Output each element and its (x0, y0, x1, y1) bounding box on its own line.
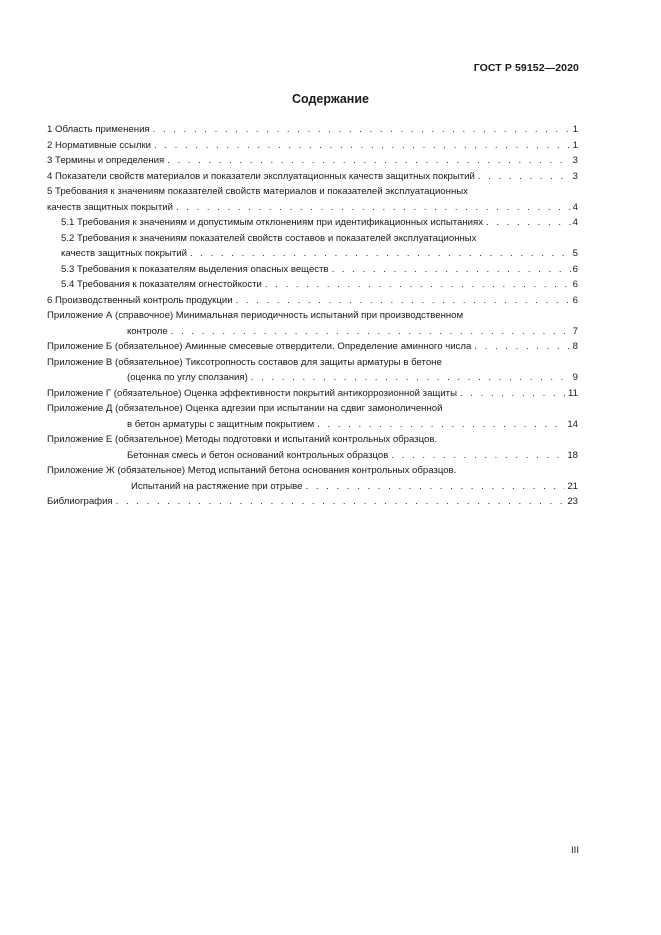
toc-leader (236, 293, 571, 309)
toc-page-number: 23 (567, 496, 578, 507)
toc-entry-text: Приложение Б (обязательное) Аминные смесевые отвердители. Определение аминного числа (47, 341, 472, 352)
toc-page-number: 6 (572, 294, 578, 306)
toc-entry-appendix-g[interactable] (47, 386, 578, 402)
toc-entry-appendix-v[interactable] (47, 355, 578, 386)
toc-leader (332, 262, 571, 278)
toc-page-number: 7 (572, 325, 578, 337)
toc-page-number: 6 (572, 279, 578, 290)
toc-entry-appendix-zh[interactable] (47, 463, 578, 494)
toc-entry-appendix-e[interactable] (47, 432, 578, 463)
toc-entry-appendix-d[interactable] (47, 401, 578, 432)
toc-entry-text-line1: 5.2 Требования к значениям показателей свойств составов и показателей эксплуатационных (61, 232, 477, 244)
document-standard-number: ГОСТ Р 59152—2020 (473, 62, 579, 74)
table-of-contents (47, 122, 578, 510)
toc-leader (171, 324, 571, 340)
toc-entry-2[interactable] (47, 138, 578, 154)
toc-page-number: 4 (572, 217, 578, 228)
toc-entry-text: (оценка по углу сползания) (127, 372, 248, 383)
toc-entry-5-4[interactable] (47, 277, 578, 293)
toc-entry-text: 5.1 Требования к значениям и допустимым отклонениям при идентификационных испытаниях (61, 217, 484, 228)
toc-leader (486, 215, 571, 231)
toc-page-number: 5 (572, 248, 578, 259)
toc-leader (460, 386, 566, 402)
toc-leader (265, 277, 571, 293)
toc-entry-text: 1 Область применения (47, 124, 150, 135)
toc-page-number: 18 (567, 449, 578, 461)
toc-entry-bibliography[interactable] (47, 494, 578, 510)
toc-page-number: 11 (568, 387, 578, 399)
toc-entry-5-2[interactable] (47, 231, 578, 262)
toc-entry-6[interactable] (47, 293, 578, 309)
toc-entry-text-line1: Приложение А (справочное) Минимальная периодичность испытаний при производственном (47, 310, 464, 321)
toc-entry-5[interactable] (47, 184, 578, 215)
toc-entry-text: 5.3 Требования к показателям выделения опасных веществ (61, 263, 329, 275)
toc-entry-text: качеств защитных покрытий (47, 201, 173, 213)
toc-entry-text: Приложение Г (обязательное) Оценка эффективности покрытий антикоррозионной защиты (47, 387, 457, 399)
toc-entry-text-line1: Приложение Ж (обязательное) Метод испытаний бетона основания контрольных образцов. (47, 465, 457, 476)
page-number: III (571, 845, 579, 856)
toc-entry-text: Испытаний на растяжение при отрыве (131, 480, 303, 492)
toc-entry-3[interactable] (47, 153, 578, 169)
toc-page-number: 4 (572, 201, 578, 213)
toc-entry-text-line1: 5 Требования к значениям показателей свойств материалов и показателей эксплуатационных (47, 186, 468, 197)
toc-entry-text-line1: Приложение В (обязательное) Тиксотропность составов для защиты арматуры в бетоне (47, 356, 442, 368)
toc-entry-text-line1: Приложение Д (обязательное) Оценка адгезии при испытании на сдвиг замоноличенной (47, 403, 443, 414)
toc-entry-text: в бетон арматуры с защитным покрытием (127, 418, 315, 430)
toc-entry-text: 2 Нормативные ссылки (47, 139, 152, 151)
toc-entry-text: Библиография (47, 496, 113, 507)
toc-entry-text: 6 Производственный контроль продукции (47, 294, 233, 306)
toc-leader (478, 169, 571, 185)
toc-leader (317, 417, 565, 433)
toc-leader (176, 200, 571, 216)
toc-page-number: 8 (572, 341, 578, 352)
toc-page-number: 1 (572, 124, 578, 135)
toc-page-number: 14 (567, 418, 578, 430)
toc-entry-text: 4 Показатели свойств материалов и показатели эксплуатационных качеств защитных покрытий (47, 170, 475, 182)
page-title: Содержание (291, 92, 369, 106)
toc-page-number: 3 (572, 170, 578, 182)
toc-entry-appendix-a[interactable] (47, 308, 578, 339)
toc-leader (167, 153, 570, 169)
toc-entry-text: 5.4 Требования к показателям огнестойкости (61, 279, 262, 290)
toc-entry-text: контроле (127, 325, 168, 337)
toc-entry-5-3[interactable] (47, 262, 578, 278)
toc-page-number: 6 (572, 263, 578, 275)
toc-entry-text-line1: Приложение Е (обязательное) Методы подготовки и испытаний контрольных образцов. (47, 434, 438, 445)
toc-entry-4[interactable] (47, 169, 578, 185)
toc-leader (474, 339, 570, 355)
toc-entry-text: Бетонная смесь и бетон оснований контрольных образцов (127, 449, 389, 461)
toc-entry-text: 3 Термины и определения (47, 155, 165, 166)
toc-leader (190, 246, 571, 262)
toc-entry-text: качеств защитных покрытий (61, 248, 187, 259)
toc-leader (154, 138, 571, 154)
toc-page-number: 3 (572, 155, 578, 166)
toc-page-number: 9 (572, 372, 578, 383)
toc-leader (116, 494, 566, 510)
toc-leader (391, 448, 565, 464)
toc-leader (153, 122, 571, 138)
toc-page-number: 1 (572, 139, 578, 151)
toc-leader (305, 479, 565, 495)
toc-entry-1[interactable] (47, 122, 578, 138)
toc-page-number: 21 (567, 480, 578, 492)
toc-entry-5-1[interactable] (47, 215, 578, 231)
toc-entry-appendix-b[interactable] (47, 339, 578, 355)
toc-leader (251, 370, 571, 386)
